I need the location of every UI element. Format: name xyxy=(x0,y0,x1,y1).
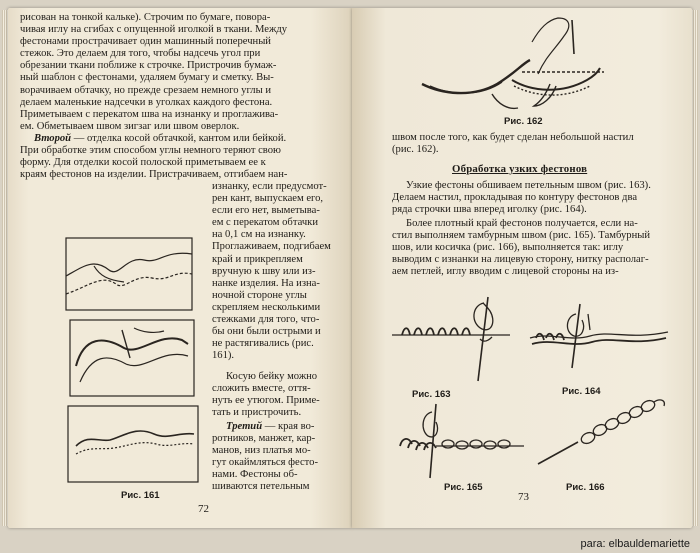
left-para-2-line: краям фестонов на изделии. Пристрачиваем, отгибаем нан- xyxy=(20,169,288,181)
left-para-2-line: При обработке этим способом углы немного теряют свою xyxy=(20,145,281,157)
text-line: ем. Обметываем швом зигзаг или швом оверлок. xyxy=(20,120,240,132)
text-line: фестонами прострачивает один машинный поперечный xyxy=(20,36,271,48)
figure-166-illustration xyxy=(538,394,670,474)
figure-162-illustration xyxy=(422,14,612,116)
text-line: делаем маленькие надсечки в уголках каждого фестона. xyxy=(20,96,273,108)
text-line: ем с перекатом обтачки xyxy=(212,217,318,229)
text-line: Проглаживаем, подгибаем xyxy=(212,241,331,253)
fig166-caption: Рис. 166 xyxy=(566,482,605,493)
fig161-caption: Рис. 161 xyxy=(121,490,160,501)
watermark: para: elbauldemariette xyxy=(580,538,690,550)
text-line: если его нет, выметыва- xyxy=(212,205,320,217)
left-para-4-line: гут окаймляться фесто- xyxy=(212,457,318,469)
text-line: ночной стороне углы xyxy=(212,289,307,301)
left-para-4-line: нами. Фестоны об- xyxy=(212,469,298,481)
fig164-caption: Рис. 164 xyxy=(562,386,601,397)
text-line: нанке изделия. На изна- xyxy=(212,277,320,289)
left-page-number: 72 xyxy=(198,503,209,515)
left-para-4 xyxy=(212,421,344,494)
right-para-2-line: аем петлей, иглу вводим с лицевой стороны на из- xyxy=(392,266,619,278)
left-para-2 xyxy=(20,133,342,181)
right-cont xyxy=(392,132,684,156)
text-line: сложить вместе, оття- xyxy=(212,383,311,395)
text-line: не растягивались (рис. xyxy=(212,338,314,350)
left-para-2-line: форму. Для отделки косой полоской приметываем ее к xyxy=(20,157,266,169)
left-para-4-line: шиваются петельным xyxy=(212,481,310,493)
left-para-4-term: Третий xyxy=(226,421,263,432)
left-para-4-line: ротников, манжет, кар- xyxy=(212,433,316,445)
right-page xyxy=(352,8,692,528)
text-line: бы они были острыми и xyxy=(212,326,321,338)
left-para-4-first xyxy=(212,421,344,433)
left-para-4-line: — края во- xyxy=(264,421,315,432)
left-para-2-cont xyxy=(212,181,344,362)
right-para-2-line: Более плотный край фестонов получается, если на- xyxy=(406,218,638,229)
figure-163-illustration xyxy=(392,293,512,383)
text-line: ный шаблон с фестонами, удаляем бумагу и сметку. Вы- xyxy=(20,72,274,84)
text-line: нуть ее утюгом. Приме- xyxy=(212,395,320,407)
right-cont-line: швом после того, как будет сделан небольшой настил xyxy=(392,132,634,143)
right-para-2 xyxy=(392,218,684,278)
left-para-3 xyxy=(212,371,344,419)
figure-161-illustration xyxy=(64,236,206,488)
right-para-1-line: Делаем настил, прокладывая по контуру фестонов два xyxy=(392,192,638,204)
text-line: Косую бейку можно xyxy=(226,371,318,382)
text-line: 161). xyxy=(212,350,235,362)
left-para-1 xyxy=(20,12,342,133)
right-page-number: 73 xyxy=(518,491,529,503)
text-line: ворачиваем обтачку, но прежде срезаем немного углы и xyxy=(20,84,272,96)
fig161-panel-a xyxy=(66,238,192,310)
text-line: чивая иглу на сгибах с опущенной иголкой в ткани. Между xyxy=(20,24,287,36)
right-para-1-line: Узкие фестоны обшиваем петельным швом (рис. 163). xyxy=(406,180,651,191)
left-para-1-lines xyxy=(20,12,342,133)
fig163-caption: Рис. 163 xyxy=(412,389,451,400)
text-line: тать и пристрочить. xyxy=(212,407,302,419)
right-para-1 xyxy=(392,180,684,216)
text-line: рен кант, выпускаем его, xyxy=(212,193,324,205)
left-para-2-cont-lines xyxy=(212,181,344,362)
left-para-3-lines xyxy=(212,371,344,419)
text-line: изнанку, если предусмот- xyxy=(212,181,327,192)
text-line: скрепляем несколькими xyxy=(212,301,321,313)
right-para-2-line: выводим с изнанки на лицевую сторону, нитку располаг- xyxy=(392,254,649,266)
text-line: стежками для того, что- xyxy=(212,314,320,326)
left-para-2-term: Второй xyxy=(34,133,72,144)
left-para-4-line: манов, низ платья мо- xyxy=(212,445,311,457)
right-para-2-line: стил выполняем тамбурным швом (рис. 165). Тамбурный xyxy=(392,230,651,242)
left-page xyxy=(8,8,352,528)
right-para-1-line: ряда строчки шва вперед иголку (рис. 164). xyxy=(392,204,587,216)
text-line: на 0,1 см на изнанку. xyxy=(212,229,306,241)
left-para-2-first xyxy=(20,133,342,145)
fig161-panel-b xyxy=(70,320,194,396)
right-cont-line: (рис. 162). xyxy=(392,144,439,156)
left-para-2-line: — отделка косой обтачкой, кантом или бейкой. xyxy=(73,133,287,144)
text-line: рисован на тонкой кальке). Строчим по бумаге, повора- xyxy=(20,12,271,23)
figure-164-illustration xyxy=(530,302,670,372)
section-heading: Обработка узких фестонов xyxy=(452,163,588,175)
text-line: Приметываем с перекатом шва на изнанку и проглажива- xyxy=(20,108,279,120)
fig162-caption: Рис. 162 xyxy=(504,116,543,127)
text-line: край и прикрепляем xyxy=(212,253,303,265)
fig165-caption: Рис. 165 xyxy=(444,482,483,493)
right-para-2-line: шов, или косичка (рис. 166), выполняется так: иглу xyxy=(392,242,624,254)
text-line: обрезании ткани поближе к строчке. Пристрочив бумаж- xyxy=(20,60,277,72)
text-line: вручную к шву или из- xyxy=(212,265,316,277)
text-line: стежок. Это делаем для того, чтобы надсечь угол при xyxy=(20,48,261,60)
figure-165-illustration xyxy=(396,404,526,484)
